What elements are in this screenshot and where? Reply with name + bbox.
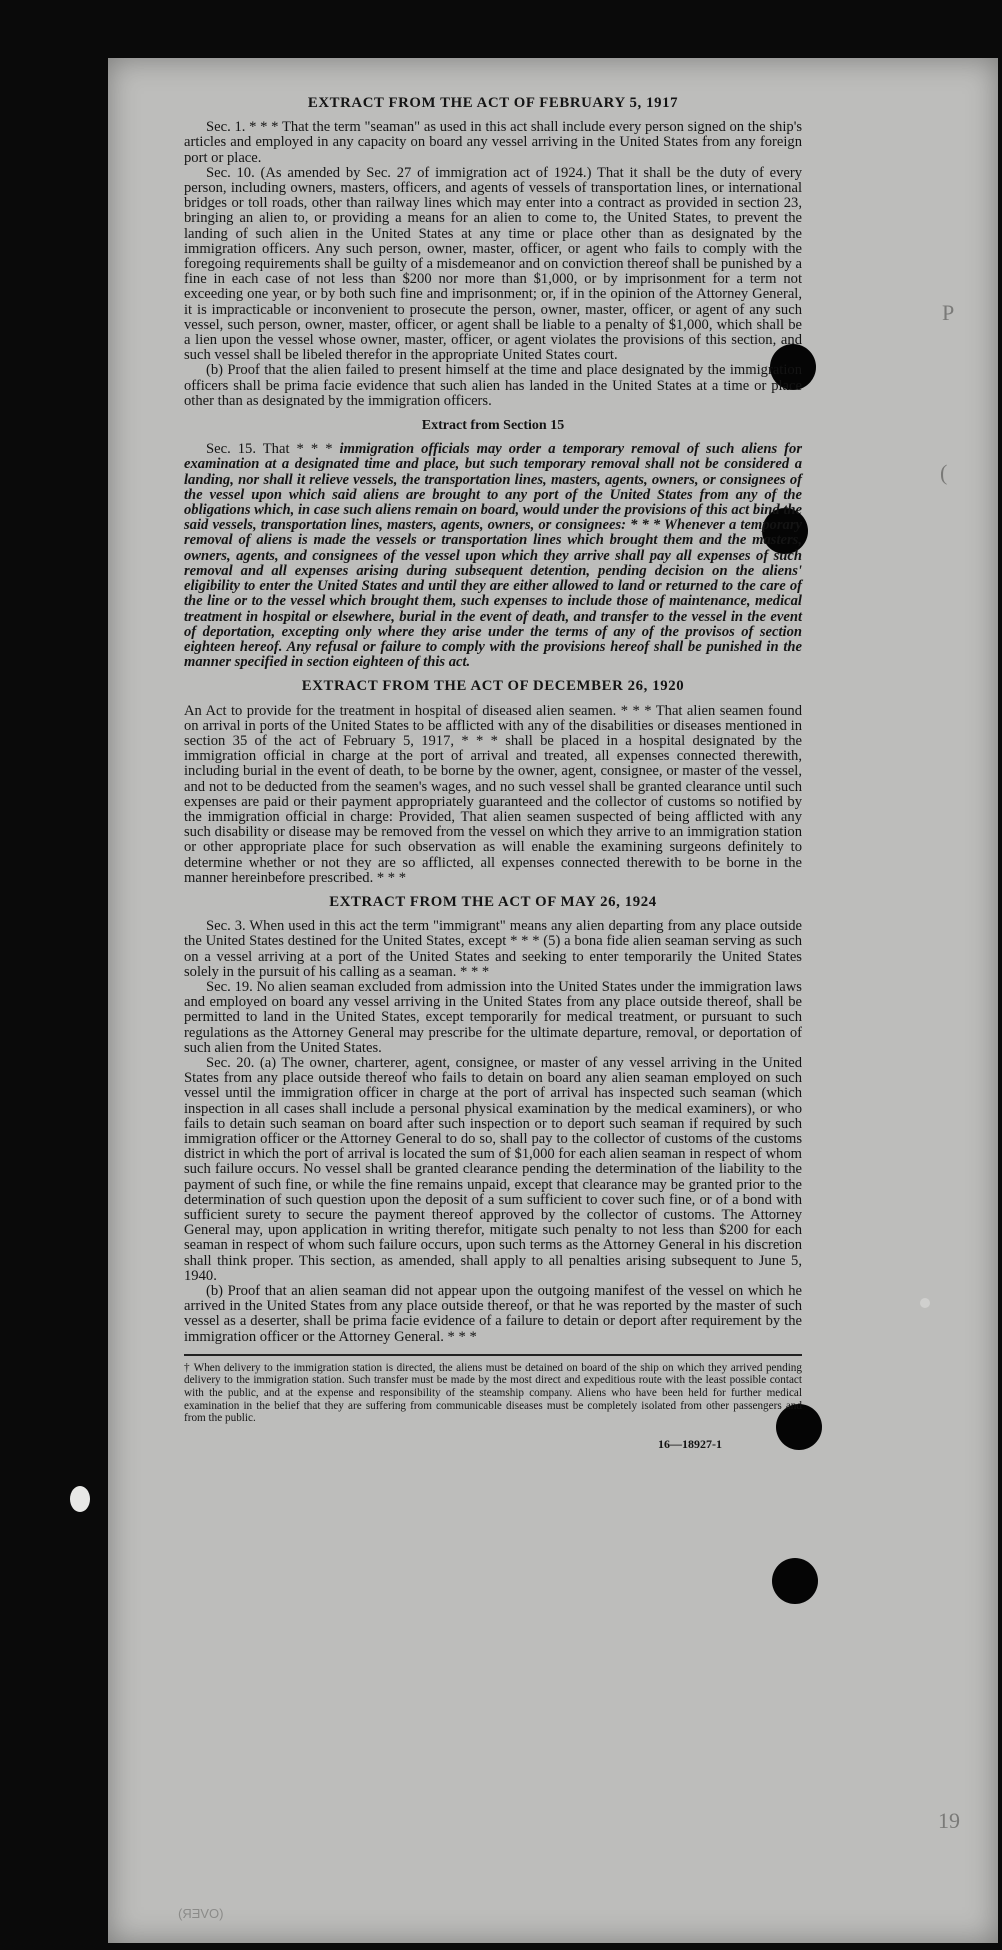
section-heading: EXTRACT FROM THE ACT OF DECEMBER 26, 1920 (301, 678, 685, 695)
bleed-through-mark: 19 (938, 1808, 960, 1833)
paragraph (184, 442, 802, 670)
section-heading: EXTRACT FROM THE ACT OF MAY 26, 1924 (329, 893, 657, 910)
section-lead: Sec. 15. That * * * (206, 441, 333, 458)
section-heading: EXTRACT FROM THE ACT OF FEBRUARY 5, 1917 (307, 95, 679, 111)
paragraph: An Act to provide for the treatment in hospital of diseased alien seamen. * * * That alien seamen found on arrival in ports of the United States to be afflicted with any of the disabilities or diseases mentioned in section 35 of the act of February 5, 1917, * * * shall be placed in a hospital designated by the immigration official in charge at the port of arrival and treated, all expenses connected therewith, including burial in the event of death, to be borne by the owner, agent, consignee, or master of the vessel, and not to be deducted from the seamen's wages, and no such vessel shall be granted clearance until such expenses are paid or their payment appropriately guaranteed and the collector of customs so notified by the immigration official in charge: Provided, That alien seamen suspected of being afflicted with any such disability or disease may be removed from the vessel on which they arrive to an immigration station or other appropriate place for such observation as will enable the examining surgeons definitely to determine whether or not they are so afflicted, all expenses connected therewith to be borne in the manner hereinbefore prescribed. * * * (184, 702, 802, 886)
bleed-through-mark: P (942, 300, 955, 325)
paragraph: (b) Proof that an alien seaman did not appear upon the outgoing manifest of the vessel on which he arrived in the United States from any place outside thereof, or that he was reported by the master of such vessel as a deserter, shall be prima facie evidence of a failure to detain or deport after requirement by the immigration officer or the Attorney General. * * * (184, 1283, 802, 1345)
paragraph: Sec. 19. No alien seaman excluded from admission into the United States under the immigration laws and employed on board any vessel arriving in the United States from any place outside thereof, shall be permitted to land in the United States, except temporarily for medical treatment, or pursuant to such regulations as the Attorney General may prescribe for the ultimate departure, removal, or deportation of such alien from the United States. (184, 978, 802, 1056)
paragraph: Sec. 1. * * * That the term "seaman" as used in this act shall include every person signed on the ship's articles and employed in any capacity on board any vessel arriving in the United States from any foreign port or place. (184, 119, 802, 166)
paragraph: Sec. 10. (As amended by Sec. 27 of immigration act of 1924.) That it shall be the duty of every person, including owners, masters, officers, and agents of vessels of transportation lines, or international bridges or toll roads, other than railway lines which may enter into a contract as provided in section 23, bringing an alien to, or providing a means for an alien to come to, the United States, to prevent the landing of such alien in the United States at any time or place other than as designated by the immigration officers. Any such person, owner, master, officer, or agent who fails to comply with the foregoing requirements shall be guilty of a misdemeanor and on conviction thereof shall be punished by a fine in each case of not less than $200 nor more than $1,000, or by imprisonment for a term not exceeding one year, or by both such fine and imprisonment; or, if in the opinion of the Attorney General, it is impracticable or inconvenient to prosecute the person, owner, master, officer, or agent of any such vessel, such person, owner, master, officer, or agent shall be liable to a penalty of $1,000, which shall be a lien upon the vessel whose owner, master, officer, or agent violates the provisions of this section, and such vessel shall be libeled therefor in the appropriate United States court. (184, 164, 802, 364)
paper-blot (70, 1486, 90, 1512)
italic-provision: immigration officials may order a temporary removal of such aliens for examination at a designated time and place, but such temporary removal shall not be considered a landing, nor shall it relieve vessels, the transportation lines, masters, agents, owners, or consignees of the vessel upon which said aliens are brought to any port of the United States from any of the obligations which, in case such aliens remain on board, would under the provisions of this act bind the said vessels, transportation lines, masters, agents, owners, or consignees: * * * Whenever a temporary removal of aliens is made the vessels or transportation lines which brought them and the masters, owners, agents, and consignees of the vessel upon which they arrive shall pay all expenses of such removal and all expenses arising during subsequent detention, pending decision on the aliens' eligibility to enter the United States and until they are either allowed to land or returned to the care of the line or to the vessel which brought them, such expenses to include those of maintenance, medical treatment in hospital or elsewhere, burial in the event of death, and transfer to the vessel in the event of deportation, excepting only where they arise under the terms of any of the provisos of section eighteen hereof. Any refusal or failure to comply with the provisions hereof shall be punished in the manner specified in section eighteen of this act. (184, 441, 803, 671)
section-act-1920 (184, 679, 802, 886)
section-act-1917 (184, 96, 802, 409)
document-body (184, 96, 802, 1452)
punch-hole (772, 1558, 818, 1604)
paper-blot (920, 1298, 930, 1308)
paragraph: Sec. 20. (a) The owner, charterer, agent, consignee, or master of any vessel arriving in the United States from any place outside thereof who fails to detain on board any alien seaman employed on such vessel until the immigration officer in charge at the port of arrival has inspected such seaman (which inspection in all cases shall include a personal physical examination by the medical examiners), or who fails to detain such seaman on board after such inspection or to deport such seaman if required by such immigration officer or the Attorney General to do so, shall pay to the collector of customs of the customs district in which the port of arrival is located the sum of $1,000 for each alien seaman in respect of whom such failure occurs. No vessel shall be granted clearance pending the determination of the liability to the payment of such fine, or while the fine remains unpaid, except that clearance may be granted prior to the determination of such question upon the deposit of a sum sufficient to cover such fine, or of a bond with sufficient surety to secure the payment thereof approved by the collector of customs. The Attorney General may, upon application in writing therefor, mitigate such penalty to not less than $200 for each seaman in respect of whom such failure occurs, upon such terms as the Attorney General in his discretion shall think proper. This section, as amended, shall apply to all penalties arising subsequent to June 5, 1940. (184, 1054, 802, 1284)
bleed-through-mark: ( (940, 460, 948, 485)
paragraph: Sec. 3. When used in this act the term "immigrant" means any alien departing from any place outside the United States destined for the United States, except * * * (5) a bona fide alien seaman serving as such on a vessel arriving at a port of the United States and seeking to enter temporarily the United States solely in the pursuit of his calling as a seaman. * * * (184, 918, 802, 980)
form-number: 16—18927-1 (658, 1436, 722, 1451)
footnote: † When delivery to the immigration station is directed, the aliens must be detained on board of the ship on which they arrived pending delivery to the immigration station. Such transfer must be made by the most direct and expeditious route with the least possible contact with the public, and at the expense and responsibility of the steamship company. Aliens who have been held for further medical examination in the belief that they are suffering from communicable diseases must be completely isolated from other passengers and from the public. (184, 1354, 802, 1425)
section-act-1924 (184, 895, 802, 1345)
section-extract-15 (184, 418, 802, 670)
bleed-through-text: (OVER) (178, 1906, 224, 1921)
paragraph: (b) Proof that the alien failed to present himself at the time and place designated by the immigration officers shall be prima facie evidence that such alien has landed in the United States at a time or place other than as designated by the immigration officers. (184, 362, 802, 409)
section-subheading: Extract from Section 15 (421, 418, 565, 434)
